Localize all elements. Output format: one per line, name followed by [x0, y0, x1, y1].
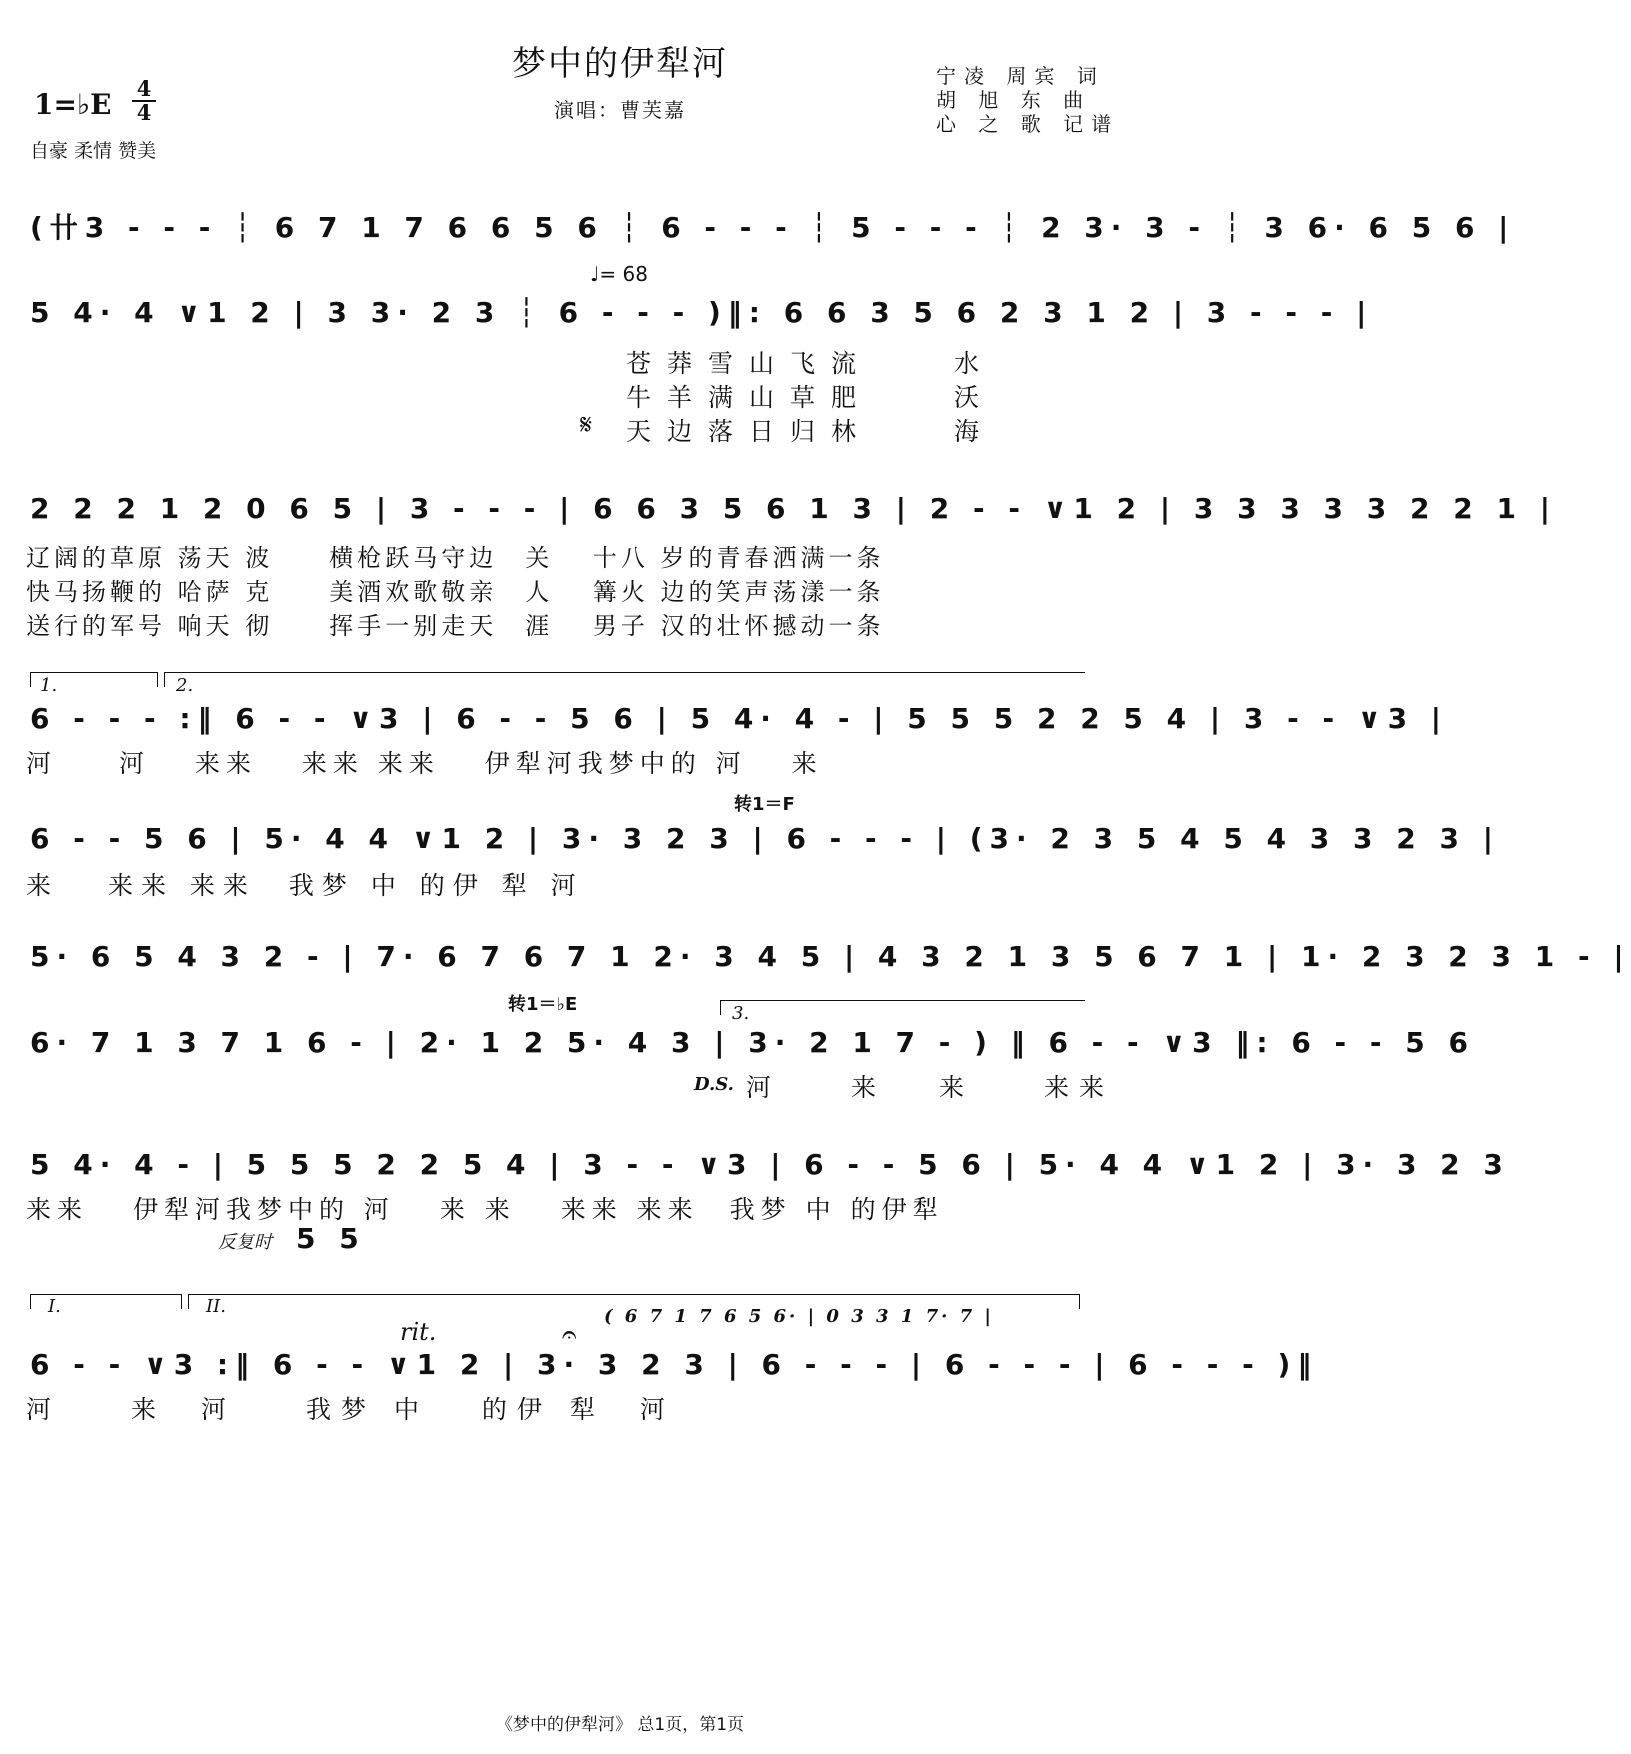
lyric-line-4: 河 河 来来 来来 来来 伊犁河我梦中的 河 来 [26, 749, 823, 778]
score-line-9: 6 - - ∨3 :‖ 6 - - ∨1 2 | 3· 3 2 3 | 6 - - - | 6 - - - | 6 - - - )‖ [30, 1348, 1319, 1381]
volta-bracket-2 [164, 672, 1085, 687]
repeat-notes: 5 5 [296, 1222, 366, 1255]
page-title: 梦中的伊犁河 [512, 44, 728, 84]
volta-label-3: 3. [732, 1003, 750, 1024]
ritardando-marking: rit. [400, 1318, 437, 1346]
lyric-line-3-verse-2: 快马扬鞭的 哈萨 克 美酒欢歌敬亲 人 篝火 边的笑声荡漾一条 [26, 578, 885, 606]
score-line-3: 2 2 2 1 2 0 6 5 | 3 - - - | 6 6 3 5 6 1 3 | 2 - - ∨1 2 | 3 3 3 3 3 2 2 1 | [30, 492, 1557, 525]
key-signature: 1=♭E [34, 88, 112, 121]
singer-credit: 演唱：曹芙嘉 [554, 98, 686, 122]
lyric-line-3-verse-3: 送行的军号 响天 彻 挥手一别走天 涯 男子 汉的壮怀撼动一条 [26, 612, 885, 640]
score-line-6: 5· 6 5 4 3 2 - | 7· 6 7 6 7 1 2· 3 4 5 | 4 3 2 1 3 5 6 7 1 | 1· 2 3 2 3 1 - | [30, 940, 1631, 973]
time-signature [132, 78, 156, 124]
meter-top: 4 [136, 76, 152, 101]
volta-label-ii: II. [206, 1296, 226, 1317]
segno-sign: 𝄋 [580, 408, 593, 441]
score-line-7: 6· 7 1 3 7 1 6 - | 2· 1 2 5· 4 3 | 3· 2 1 7 - ) ‖ 6 - - ∨3 ‖: 6 - - 5 6 [30, 1026, 1476, 1059]
score-line-4: 6 - - - :‖ 6 - - ∨3 | 6 - - 5 6 | 5 4· 4 - | 5 5 5 2 2 5 4 | 3 - - ∨3 | [30, 702, 1449, 735]
modulation-to-eflat: 转1＝♭E [508, 994, 578, 1015]
score-line-1: (卄3 - - - ┆ 6 7 1 7 6 6 5 6 ┆ 6 - - - ┆ 5 - - - ┆ 2 3· 3 - ┆ 3 6· 6 5 6 | [30, 211, 1516, 244]
volta-label-i: I. [48, 1296, 61, 1317]
lyric-line-2-verse-3: 天边落日归林 海 [626, 417, 996, 446]
repeat-label: 反复时 [218, 1232, 272, 1253]
volta-label-1: 1. [40, 675, 58, 696]
tempo-marking: ♩= 68 [590, 262, 648, 286]
lyric-line-2-verse-1: 苍莽雪山飞流 水 [626, 349, 996, 378]
lyric-line-7: 河 来 来 来来 [746, 1073, 1114, 1102]
score-line-8: 5 4· 4 - | 5 5 5 2 2 5 4 | 3 - - ∨3 | 6 - - 5 6 | 5· 4 4 ∨1 2 | 3· 3 2 3 [30, 1148, 1510, 1181]
volta-bracket-3 [720, 1000, 1085, 1015]
lyric-line-8: 来来 伊犁河我梦中的 河 来 来 来来 来来 我梦 中 的伊犁 [26, 1195, 944, 1224]
fermata-icon: 𝄐 [562, 1320, 577, 1350]
score-line-2: 5 4· 4 ∨1 2 | 3 3· 2 3 ┆ 6 - - - )‖: 6 6 3 5 6 2 3 1 2 | 3 - - - | [30, 296, 1374, 329]
mood-marking: 自豪 柔情 赞美 [30, 140, 157, 162]
lyric-line-2-verse-2: 牛羊满山草肥 沃 [626, 383, 996, 412]
volta-label-2: 2. [176, 675, 194, 696]
modulation-to-f: 转1＝F [734, 794, 795, 815]
page-footer: 《梦中的伊犁河》 总1页，第1页 [495, 1715, 745, 1735]
lyric-line-3-verse-1: 辽阔的草原 荡天 波 横枪跃马守边 关 十八 岁的青春洒满一条 [26, 544, 885, 572]
composer-credit: 胡 旭 东 曲 [936, 88, 1092, 112]
cue-notes: ( 6 7 1 7 6 5 6· | 0 3 3 1 7· 7 | [604, 1306, 994, 1327]
lyric-line-5: 来 来来 来来 我梦 中 的伊 犁 河 [26, 871, 584, 900]
lyric-line-9: 河 来 河 我梦 中 的伊 犁 河 [26, 1395, 675, 1424]
lyricist-credit: 宁凌 周宾 词 [936, 64, 1105, 88]
score-line-5: 6 - - 5 6 | 5· 4 4 ∨1 2 | 3· 3 2 3 | 6 - - - | (3· 2 3 5 4 5 4 3 3 2 3 | [30, 822, 1500, 855]
dal-segno-marking: D.S. [694, 1074, 734, 1095]
meter-bottom: 4 [136, 100, 152, 125]
transcriber-credit: 心 之 歌 记谱 [936, 112, 1120, 136]
